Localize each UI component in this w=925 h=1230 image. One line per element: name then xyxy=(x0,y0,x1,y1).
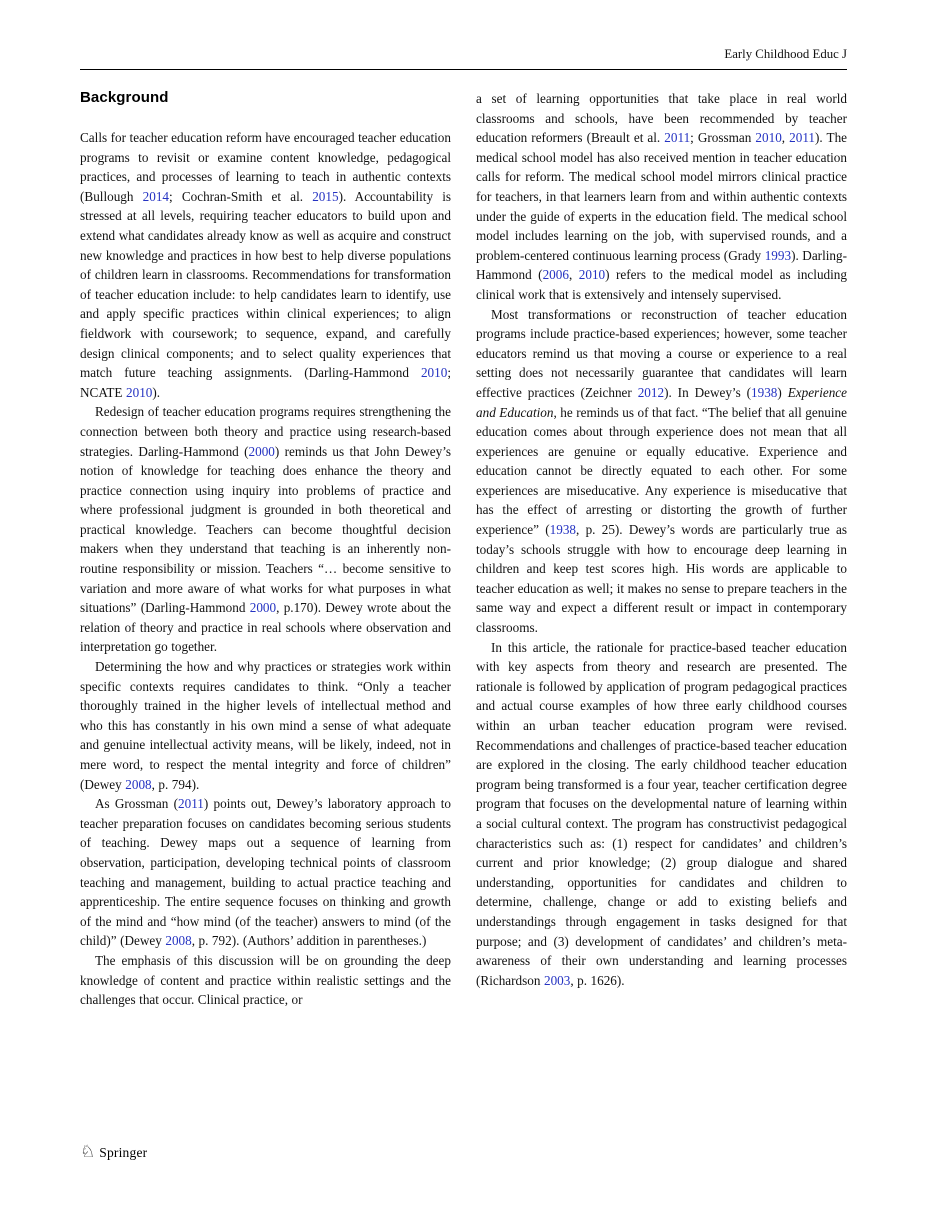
journal-running-head: Early Childhood Educ J xyxy=(80,47,847,70)
citation-link[interactable]: 2000 xyxy=(248,443,275,459)
citation-link[interactable]: 2010 xyxy=(126,384,153,400)
citation-link[interactable]: 2008 xyxy=(165,933,192,949)
text-run: a set of learning opportunities that take place in real world classrooms and schools, have been recommended by teacher education reformers (Breault et al. xyxy=(476,91,847,146)
springer-knight-icon: ♘ xyxy=(80,1142,96,1162)
citation-link[interactable]: 1938 xyxy=(751,384,778,400)
text-run: ) points out, Dewey’s laboratory approach to teacher preparation focuses on candidates becoming serious students of teaching. Dewey maps out a sequence of learning from observation, participation, developing technical points of classroom teaching and management, building to actual practice teaching and apprenticeship. The entire sequence focuses on thinking and growth of the mind and “how mind (of the teacher) answers to mind (of the child)” (Dewey xyxy=(80,796,451,949)
paragraph xyxy=(80,657,451,794)
text-run: ; NCATE xyxy=(80,365,451,400)
citation-link[interactable]: 2011 xyxy=(178,796,204,812)
text-run: ). Accountability is stressed at all levels, requiring teacher educators to build upon and extend what candidates already know as well as acquire and construct new knowledge and practices in how best to help diverse populations of children learn in classrooms. Recommendations for transformation of teacher education include: to help candidates learn to identify, use and apply specific practices within clinical experiences; to align fieldwork with coursework; to sequence, expand, and carefully design clinical components; and to select quality experiences that match future teaching assignments. (Darling-Hammond xyxy=(80,188,451,381)
citation-link[interactable]: 2010 xyxy=(578,267,606,283)
two-column-body xyxy=(80,89,847,1010)
text-run: , p.170). Dewey wrote about the relation of theory and practice in real schools where observation and interpretation go together. xyxy=(80,600,451,655)
paragraph xyxy=(80,128,451,402)
text-run: ). Darling- Hammond ( xyxy=(476,247,847,283)
text-run: ) refers to the medical model as including clinical work that is extensively and intensely supervised. xyxy=(476,267,847,302)
text-run: ) xyxy=(777,384,788,400)
text-run: ). The medical school model has also received mention in teacher education calls for reform. The medical school model mirrors clinical practice for teachers, in that learners learn from and within authentic contexts under the guide of experts in the education field. The medical school model includes learning on the job, with supervised rounds, and a problem-centered continuous learning process (Grady xyxy=(476,130,848,263)
text-run: Redesign of teacher education programs requires strengthening the connection between both theory and practice using research-based strategies. Darling-Hammond ( xyxy=(80,404,451,459)
citation-link[interactable]: 2011 xyxy=(789,130,816,146)
text-run: , xyxy=(568,267,579,283)
text-run: As Grossman ( xyxy=(95,796,178,812)
paragraph xyxy=(476,305,847,638)
text-run: ). In Dewey’s ( xyxy=(664,384,752,400)
paragraph xyxy=(476,89,847,305)
paragraph xyxy=(476,638,847,991)
text-run: , he reminds us of that fact. “The belief that all genuine education comes about through experience does not mean that all experiences are genuine or equally educative. Experience and education cannot be directly equated to each other. For some experiences are miseducative. Any experience is miseducative that has the effect of arresting or distorting the growth of further experience” ( xyxy=(476,404,847,538)
publisher-label: Springer xyxy=(99,1144,148,1160)
text-run: ). xyxy=(152,384,161,400)
text-run: , p. 794). xyxy=(151,776,200,792)
text-run: In this article, the rationale for practice-based teacher education with key aspects from theory and research are presented. The rationale is followed by application of program pedagogical practices and actual course examples of how three early childhood courses within an urban teacher education program were revised. Recommendations and challenges of practice-based teacher education are explored in the closing. The early childhood teacher education program being transformed is a four year, teacher certification degree program that focuses on the developmental nature of learning within a social cultural context. The program has constructivist pedagogical characteristics such as: (1) respect for candidates’ and children’s current and prior knowledge; (2) group dialogue and shared understanding, opportunities for candidates and children to determine, challenge, change or add to existing beliefs and understandings through engagement in tasks designed for that purpose; and (3) development of candidates’ and children’s meta-awareness of their own understanding and learning processes (Richardson xyxy=(476,639,847,988)
text-run: ) reminds us that John Dewey’s notion of knowledge for teaching does enhance the theory and practice connection using inquiry into problems of practice and where professional judgment is grounded in both theoretical and practical knowledge. Teachers can become thoughtful decision makers when they understand that teaching is an inherently non-routine responsibility or mission. Teachers “… become sensitive to variation and more aware of what works for what purposes in what situations” (Darling-Hammond xyxy=(80,443,451,616)
citation-link[interactable]: 2012 xyxy=(637,384,665,400)
text-run: ; Cochran-Smith et al. xyxy=(169,188,313,204)
text-run: , xyxy=(781,130,790,146)
paragraph xyxy=(80,794,451,951)
text-run: , p. 792). (Authors’ addition in parentheses.) xyxy=(191,933,427,949)
citation-link[interactable]: 1993 xyxy=(764,247,792,263)
text-run: ; Grossman xyxy=(690,130,756,146)
citation-link[interactable]: 2010 xyxy=(420,365,448,381)
citation-link[interactable]: 2010 xyxy=(755,130,782,146)
section-heading: Background xyxy=(80,89,169,106)
paragraph xyxy=(80,951,451,1010)
citation-link[interactable]: 2006 xyxy=(542,267,569,283)
citation-link[interactable]: 2011 xyxy=(664,130,691,146)
publisher-footer xyxy=(80,1144,147,1161)
citation-link[interactable]: 2003 xyxy=(543,972,571,988)
italic-title: Experience and Education xyxy=(476,384,848,420)
text-run: Calls for teacher education reform have encouraged teacher education programs to revisit or examine content knowledge, pedagogical practices, and processes of learning to teach in authentic contexts (Bullough xyxy=(80,130,451,204)
text-run: , p. 25). Dewey’s words are particularly true as today’s schools struggle with how to encourage deep learning in children and keep test scores high. His words are applicable to teacher education as well; it makes no sense to prepare teachers in the same way and expect a different result or impact in contemporary classrooms. xyxy=(476,522,847,636)
text-run: Most transformations or reconstruction of teacher education programs include practice-based experiences; however, some teacher educators remind us that moving a course or experience to a real setting does not necessarily guarantee that candidates will learn effective practices (Zeichner xyxy=(476,306,847,400)
citation-link[interactable]: 2008 xyxy=(125,776,152,792)
text-run: Determining the how and why practices or strategies work within specific contexts requires candidates to think. “Only a teacher thoroughly trained in the higher levels of intellectual method and who this has constantly in his own mind a sense of what adequate and genuine intellectual activity means, will be likely, indeed, not in mere word, to respect the mental integrity and force of children” (Dewey xyxy=(80,659,451,792)
left-column xyxy=(80,89,451,1010)
citation-link[interactable]: 2014 xyxy=(142,188,170,204)
right-column xyxy=(476,89,847,1010)
citation-link[interactable]: 2015 xyxy=(312,188,339,204)
paragraph xyxy=(80,402,451,657)
citation-link[interactable]: 2000 xyxy=(249,600,277,616)
text-run: The emphasis of this discussion will be on grounding the deep knowledge of content and practice within realistic settings and the challenges that occur. Clinical practice, or xyxy=(80,952,451,1008)
text-run: , p. 1626). xyxy=(570,972,625,988)
citation-link[interactable]: 1938 xyxy=(549,522,576,538)
